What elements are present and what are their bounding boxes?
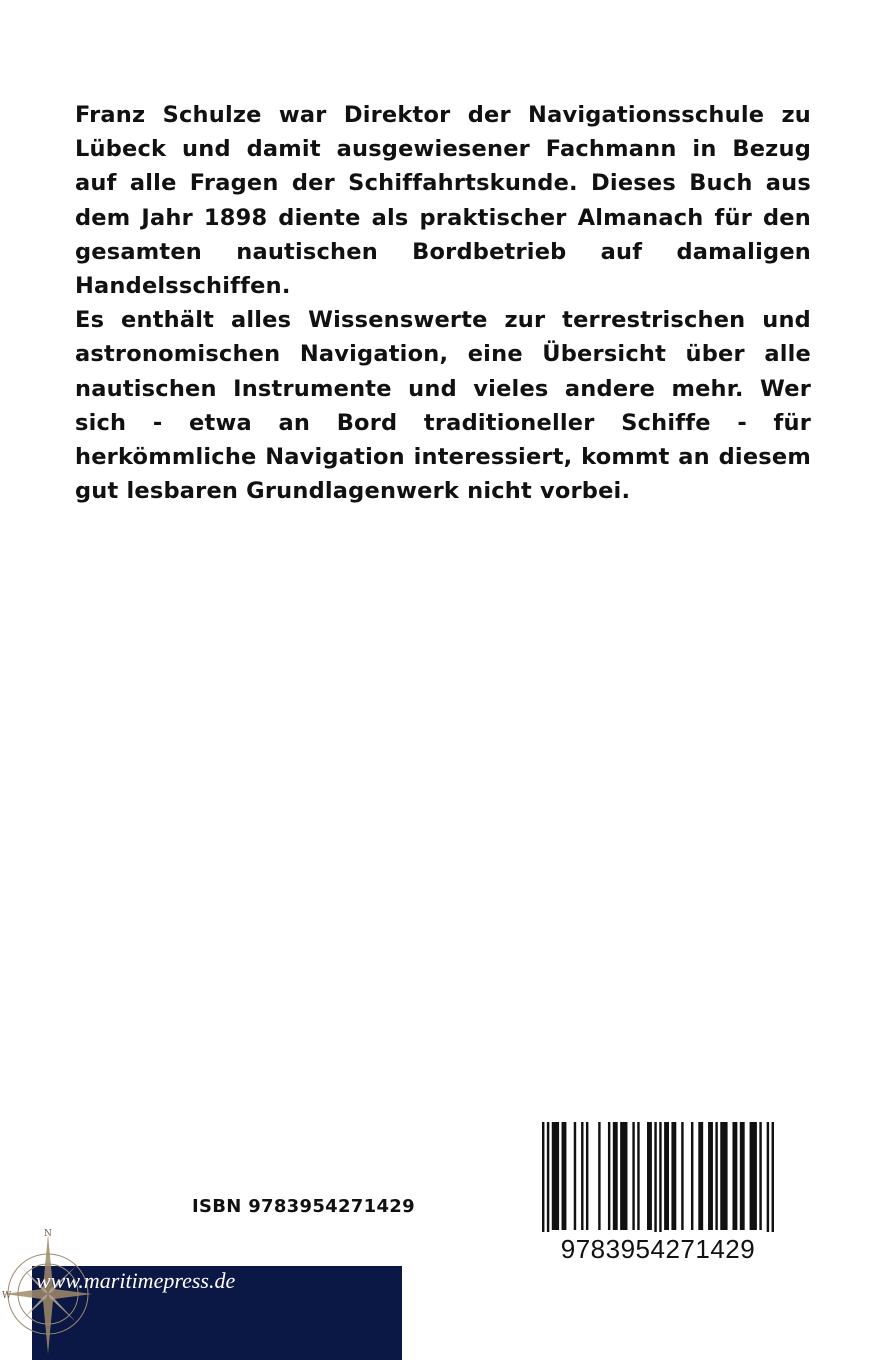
barcode-bars	[542, 1122, 774, 1232]
back-cover-blurb	[75, 98, 811, 508]
barcode-bar	[698, 1122, 703, 1230]
barcode-bar	[671, 1122, 676, 1230]
barcode-bar	[708, 1122, 713, 1230]
barcode-bar	[715, 1122, 717, 1230]
barcode-bar	[547, 1122, 549, 1232]
svg-text:W: W	[2, 1291, 12, 1301]
publisher-url[interactable]: www.maritimepress.de	[36, 1268, 236, 1293]
barcode-bar	[562, 1122, 567, 1230]
barcode-bar	[574, 1122, 576, 1230]
barcode-bar	[750, 1122, 757, 1230]
barcode-bar	[759, 1122, 761, 1230]
blurb-paragraph-2: Es enthält alles Wissenswerte zur terrestrischen und astronomischen Navigation, eine Übersicht über alle nautischen Instrumente und vieles andere mehr. Wer sich - etwa an Bord traditioneller Schiffe - für herkömmliche Navigation interessiert, kommt an diesem gut lesbaren Grundlagenwerk nicht vorbei.	[75, 307, 811, 505]
svg-text:N: N	[44, 1229, 52, 1239]
barcode-bar	[586, 1122, 588, 1230]
barcode-bar	[654, 1122, 656, 1232]
barcode-bar	[581, 1122, 583, 1230]
barcode-bar	[620, 1122, 627, 1230]
isbn-barcode	[542, 1122, 774, 1270]
barcode-bar	[772, 1122, 774, 1232]
barcode-bar	[767, 1122, 769, 1232]
barcode-bar	[647, 1122, 652, 1230]
barcode-bar	[732, 1122, 737, 1230]
barcode-bar	[613, 1122, 618, 1230]
barcode-bar	[740, 1122, 745, 1230]
barcode-bar	[720, 1122, 727, 1230]
blurb-paragraph-1: Franz Schulze war Direktor der Navigationsschule zu Lübeck und damit ausgewiesener Fachmann in Bezug auf alle Fragen der Schiffahrtskunde. Dieses Buch aus dem Jahr 1898 diente als praktischer Almanach für den gesamten nautischen Bordbetrieb auf damaligen Handelsschiffen.	[75, 102, 811, 300]
isbn-label: ISBN 9783954271429	[192, 1196, 415, 1217]
barcode-bar	[608, 1122, 610, 1230]
barcode-bar	[691, 1122, 693, 1230]
barcode-bar	[632, 1122, 634, 1230]
barcode-bar	[659, 1122, 661, 1232]
compass-rose-icon	[0, 1228, 110, 1360]
barcode-bar	[681, 1122, 683, 1230]
barcode-bar	[552, 1122, 559, 1230]
barcode-bar	[664, 1122, 669, 1230]
barcode-bar	[598, 1122, 600, 1230]
barcode-bar	[637, 1122, 639, 1230]
barcode-number: 9783954271429	[560, 1234, 756, 1264]
barcode-bar	[542, 1122, 544, 1232]
